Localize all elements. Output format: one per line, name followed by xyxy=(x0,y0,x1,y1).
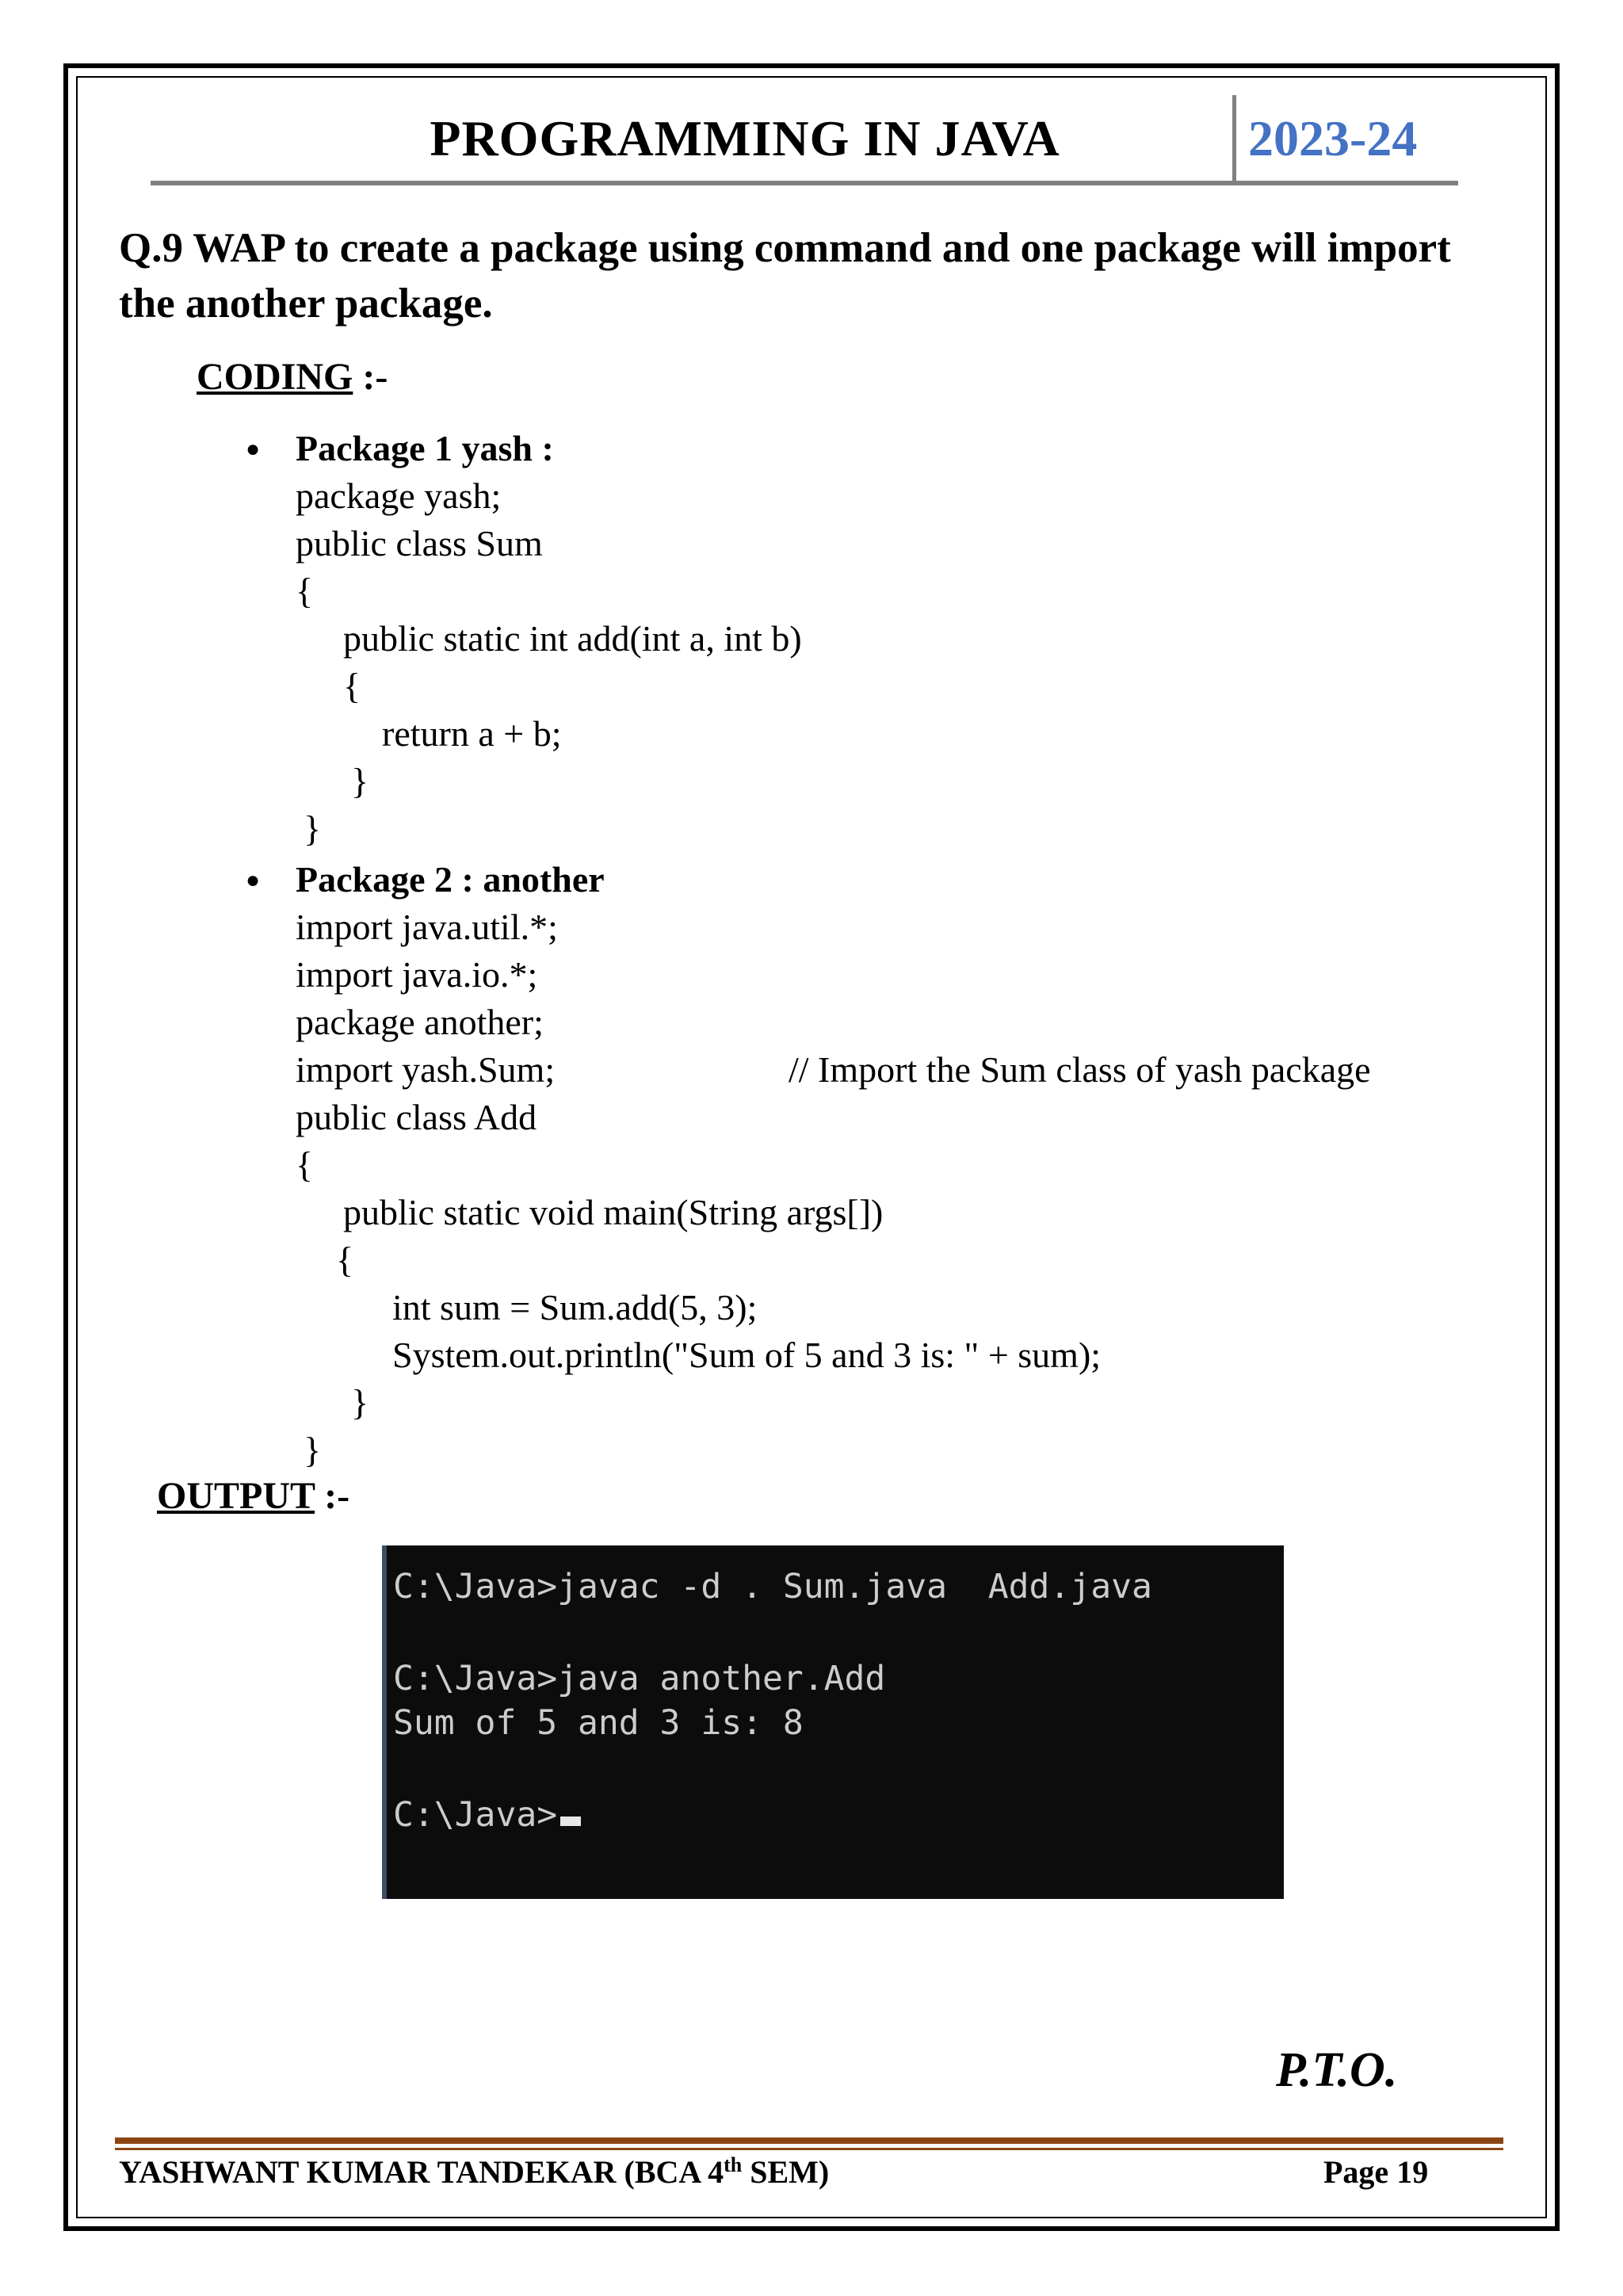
package-2-title: Package 2 : another xyxy=(296,859,605,900)
code-line: import yash.Sum; xyxy=(296,1049,556,1090)
code-line: } xyxy=(304,1430,322,1470)
footer-author-sup: th xyxy=(724,2153,743,2176)
package-1-title: Package 1 yash : xyxy=(296,428,554,468)
code-line: } xyxy=(351,761,369,801)
code-line: import java.util.*; xyxy=(296,907,558,947)
terminal-line: Sum of 5 and 3 is: 8 xyxy=(393,1703,804,1743)
terminal-prompt xyxy=(393,1793,581,1837)
cursor-icon xyxy=(560,1817,581,1826)
header-year: 2023-24 xyxy=(1248,110,1418,166)
code-line: System.out.println("Sum of 5 and 3 is: " + sum); xyxy=(392,1335,1102,1375)
header-title: PROGRAMMING IN JAVA xyxy=(430,110,1060,166)
code-line: package another; xyxy=(296,1002,544,1042)
code-line: { xyxy=(296,571,314,611)
output-heading xyxy=(157,1473,349,1520)
code-line: public class Add xyxy=(296,1097,537,1137)
terminal-prompt-text: C:\Java> xyxy=(393,1795,558,1835)
code-line: package yash; xyxy=(296,476,502,516)
header-separator xyxy=(1232,95,1236,184)
header-rule xyxy=(151,181,1458,185)
code-line: { xyxy=(336,1240,354,1280)
code-line: public static int add(int a, int b) xyxy=(343,618,802,659)
code-comment: // Import the Sum class of yash package xyxy=(789,1049,1371,1090)
footer-author-prefix: YASHWANT KUMAR TANDEKAR (BCA 4 xyxy=(119,2154,724,2190)
bullet-icon: ● xyxy=(246,867,261,893)
bullet-icon: ● xyxy=(246,436,261,462)
code-line: { xyxy=(343,666,361,706)
coding-heading-suffix: :- xyxy=(353,356,388,398)
output-heading-label: OUTPUT xyxy=(157,1475,315,1517)
coding-heading-label: CODING xyxy=(197,356,353,398)
code-line: import java.io.*; xyxy=(296,954,538,995)
code-line: public class Sum xyxy=(296,523,543,563)
code-line: { xyxy=(296,1144,314,1185)
terminal-line: C:\Java>javac -d . Sum.java Add.java xyxy=(393,1567,1152,1606)
footer-author xyxy=(119,2150,829,2195)
code-line: } xyxy=(304,808,322,849)
coding-heading xyxy=(197,353,388,401)
pto-note: P.T.O. xyxy=(1276,2043,1398,2097)
code-line: int sum = Sum.add(5, 3); xyxy=(392,1287,758,1328)
question-text: Q.9 WAP to create a package using command and one package will import the another package. xyxy=(119,225,1451,327)
terminal-screenshot xyxy=(382,1545,1284,1899)
terminal-line: C:\Java>java another.Add xyxy=(393,1659,886,1698)
footer-rule xyxy=(115,2137,1503,2144)
code-line: public static void main(String args[]) xyxy=(343,1192,884,1232)
code-line: } xyxy=(351,1382,369,1423)
footer-page-number: Page 19 xyxy=(1323,2154,1429,2190)
footer-author-suffix: SEM) xyxy=(742,2154,830,2190)
output-heading-suffix: :- xyxy=(315,1475,350,1517)
code-line: return a + b; xyxy=(382,713,562,754)
